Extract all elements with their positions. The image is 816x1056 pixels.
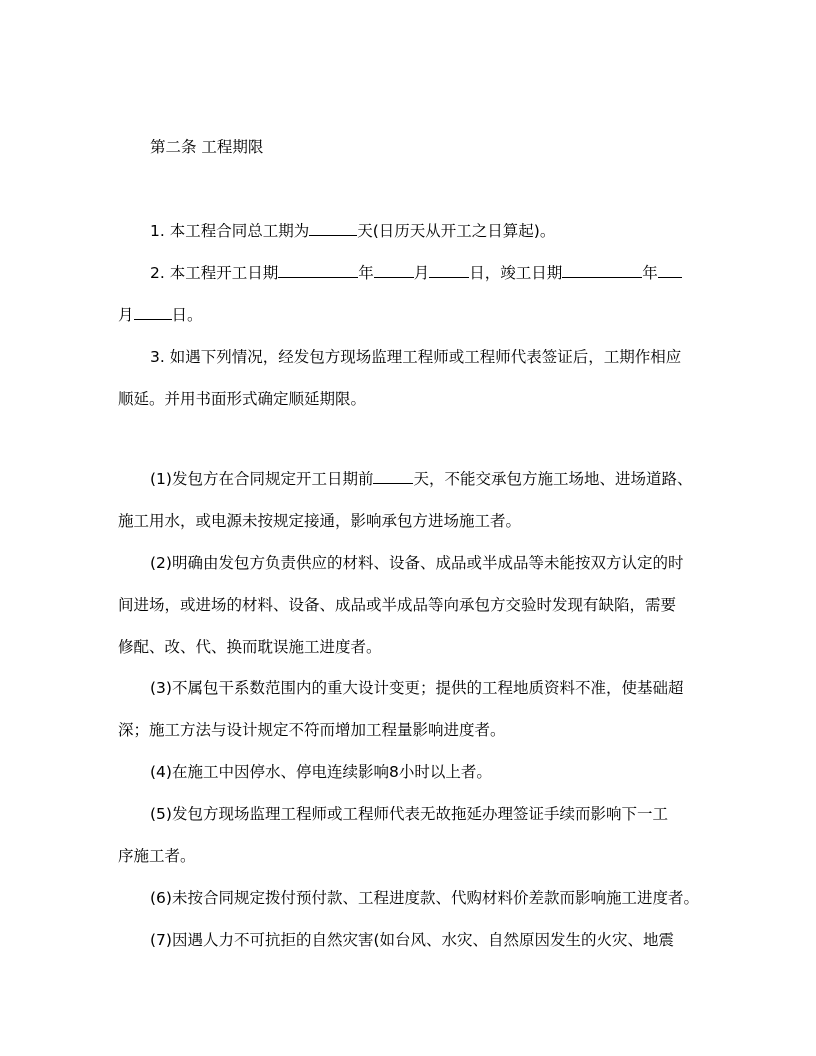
blank-start-day (429, 263, 469, 278)
item-1-text-b: 天，不能交承包方施工场地、进场道路、 (413, 470, 693, 488)
clause-1 (150, 221, 555, 241)
blank-start-year (278, 263, 358, 278)
item-5-line-2: 序施工者。 (118, 847, 196, 865)
item-3-line-2: 深；施工方法与设计规定不符而增加工程量影响进度者。 (118, 721, 506, 739)
blank-end-day (134, 305, 172, 320)
item-4-line-1: (4)在施工中因停水、停电连续影响8小时以上者。 (150, 763, 492, 781)
clause-2-text-e: 年 (642, 264, 658, 282)
item-7-line-1: (7)因遇人力不可抗拒的自然灾害(如台风、水灾、自然原因发生的火灾、地震 (150, 931, 675, 949)
item-2-line-3: 修配、改、代、换而耽误施工进度者。 (118, 638, 382, 656)
blank-end-month (658, 263, 682, 278)
item-5-line-1: (5)发包方现场监理工程师或工程师代表无故拖延办理签证手续而影响下一工 (150, 805, 668, 823)
blank-days-before (373, 469, 413, 484)
item-1-line-2: 施工用水，或电源未按规定接通，影响承包方进场施工者。 (118, 512, 522, 530)
clause-2-text-g: 日。 (171, 306, 203, 324)
clause-3-line-2: 顺延。并用书面形式确定顺延期限。 (118, 390, 367, 408)
clause-2-line-2 (118, 305, 203, 325)
clause-2-text-c: 月 (413, 264, 430, 282)
clause-2-text-d: 日，竣工日期 (469, 264, 563, 282)
item-2-line-1: (2)明确由发包方负责供应的材料、设备、成品或半成品等未能按双方认定的时 (150, 554, 684, 572)
clause-2-line-1 (150, 263, 682, 283)
clause-2-text-a: 2. 本工程开工日期 (150, 264, 279, 282)
clause-1-text-a: 1. 本工程合同总工期为 (150, 222, 310, 240)
item-3-line-1: (3)不属包干系数范围内的重大设计变更；提供的工程地质资料不准，使基础超 (150, 679, 684, 697)
item-2-line-2: 间进场，或进场的材料、设备、成品或半成品等向承包方交验时发现有缺陷，需要 (118, 596, 677, 614)
item-1-line-1 (150, 469, 692, 489)
blank-start-month (374, 263, 414, 278)
blank-end-year (562, 263, 642, 278)
article-heading: 第二条 工程期限 (150, 138, 264, 156)
clause-2-text-f: 月 (118, 306, 134, 324)
clause-1-text-b: 天(日历天从开工之日算起)。 (357, 222, 556, 240)
clause-3-line-1: 3. 如遇下列情况，经发包方现场监理工程师或工程师代表签证后，工期作相应 (150, 348, 682, 366)
clause-2-text-b: 年 (358, 264, 374, 282)
blank-total-days (309, 221, 357, 236)
item-1-text-a: (1)发包方在合同规定开工日期前 (150, 470, 374, 488)
item-6-line-1: (6)未按合同规定拨付预付款、工程进度款、代购材料价差款而影响施工进度者。 (150, 889, 699, 907)
